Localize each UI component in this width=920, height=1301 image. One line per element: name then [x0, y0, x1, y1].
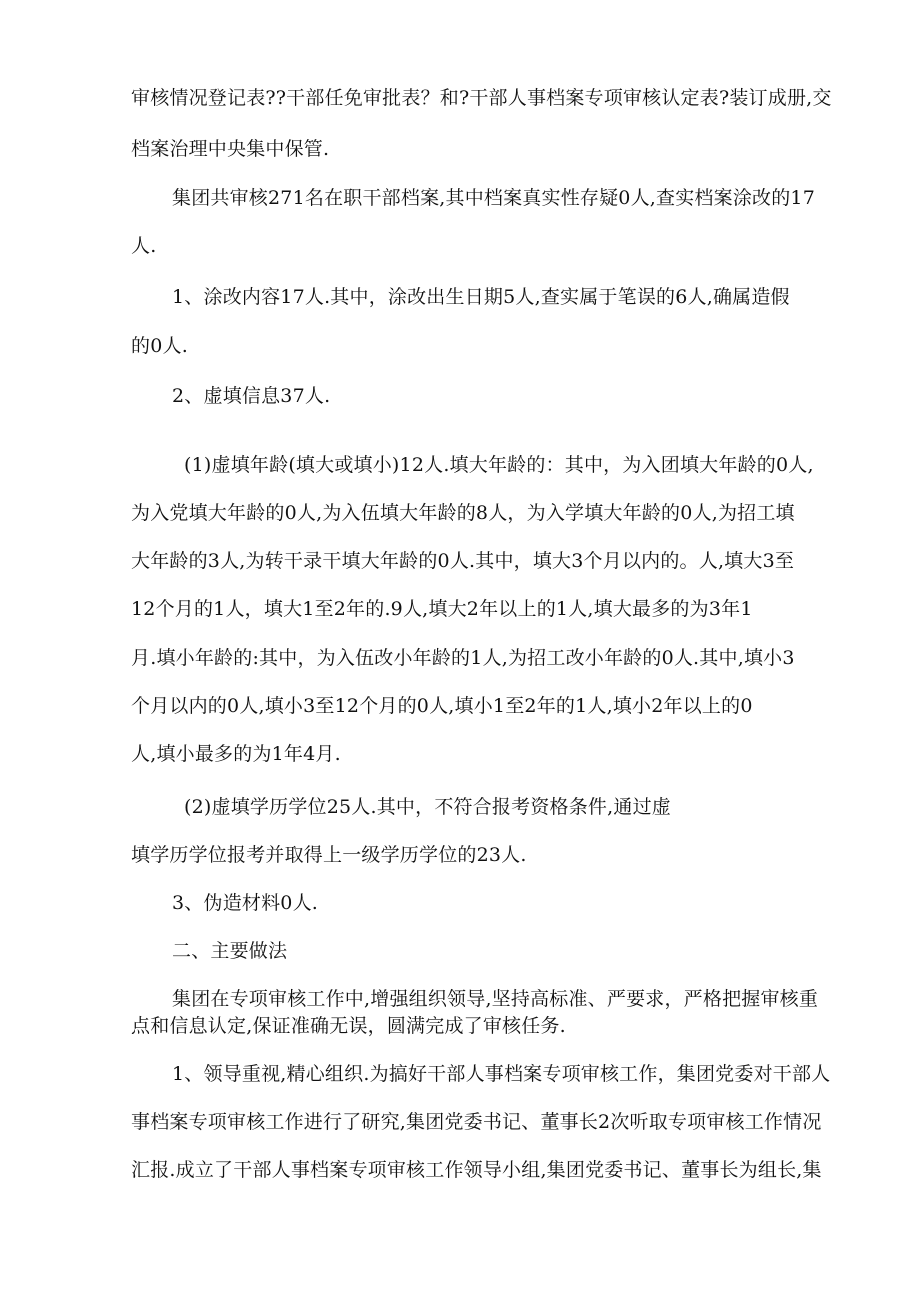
body-text-line: 为入党填大年龄的0人,为入伍填大年龄的8人，为入学填大年龄的0人,为招工填 [131, 502, 795, 524]
body-text-line: 12个月的1人，填大1至2年的.9人,填大2年以上的1人,填大最多的为3年1 [131, 598, 753, 620]
body-text-line: 点和信息认定,保证准确无误，圆满完成了审核任务. [131, 1015, 566, 1037]
body-text-line: 审核情况登记表??干部任免审批表？和?干部人事档案专项审核认定表?装订成册,交 [131, 87, 832, 109]
body-text-line: 月.填小年龄的:其中，为入伍改小年龄的1人,为招工改小年龄的0人.其中,填小3 [131, 647, 795, 669]
body-text-line: 事档案专项审核工作进行了研究,集团党委书记、董事长2次听取专项审核工作情况 [131, 1111, 822, 1133]
body-text-line: 2、虚填信息37人. [172, 385, 331, 407]
body-text-line: 集团共审核271名在职干部档案,其中档案真实性存疑0人,查实档案涂改的17 [172, 187, 816, 209]
body-text-line: 1、领导重视,精心组织.为搞好干部人事档案专项审核工作，集团党委对干部人 [172, 1063, 831, 1085]
body-text-line: 集团在专项审核工作中,增强组织领导,坚持高标准、严要求，严格把握审核重 [172, 988, 819, 1010]
body-text-line: 3、伪造材料0人. [172, 892, 319, 914]
body-text-line: 人,填小最多的为1年4月. [131, 743, 341, 765]
section-heading: 二、主要做法 [172, 940, 288, 962]
body-text-line: 的0人. [131, 335, 188, 357]
body-text-line: (1)虚填年龄(填大或填小)12人.填大年龄的：其中，为入团填大年龄的0人, [184, 454, 814, 476]
body-text-line: 档案治理中央集中保管. [131, 138, 330, 160]
body-text-line: 个月以内的0人,填小3至12个月的0人,填小1至2年的1人,填小2年以上的0 [131, 695, 753, 717]
body-text-line: 人. [131, 235, 157, 257]
body-text-line: 1、涂改内容17人.其中，涂改出生日期5人,查实属于笔误的6人,确属造假 [172, 286, 790, 308]
body-text-line: 汇报.成立了干部人事档案专项审核工作领导小组,集团党委书记、董事长为组长,集 [131, 1159, 822, 1181]
body-text-line: 大年龄的3人,为转干录干填大年龄的0人.其中，填大3个月以内的。人,填大3至 [131, 550, 795, 572]
body-text-line: (2)虚填学历学位25人.其中，不符合报考资格条件,通过虚 [184, 796, 671, 818]
body-text-line: 填学历学位报考并取得上一级学历学位的23人. [131, 844, 527, 866]
